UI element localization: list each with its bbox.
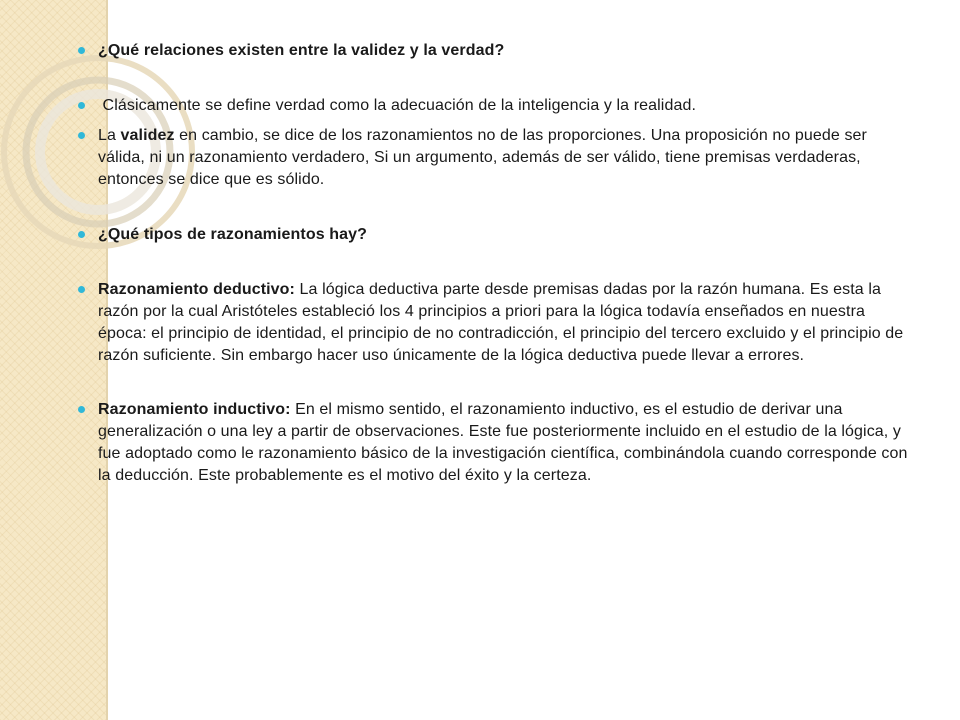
list-item (78, 224, 908, 246)
list-item (78, 95, 908, 117)
paragraph-inductivo: En el mismo sentido, el razonamiento inductivo, es el estudio de derivar una generalización o una ley a partir de observaciones. Este fue posteriormente incluido en el estudio de la lógica, y fue adoptado como le razonamiento básico de la investigación científica, combinándola cuando corresponde con la deducción. Este probablemente es el motivo del éxito y la certeza. (98, 401, 908, 484)
term-validez: validez (120, 127, 175, 144)
paragraph-validez-body: en cambio, se dice de los razonamientos no de las proporciones. Una proposición no puede ser válida, ni un razonamiento verdadero, Si un argumento, además de ser válido, tiene premisas verdaderas, entonces se dice que es sólido. (98, 127, 867, 188)
question-relaciones: ¿Qué relaciones existen entre la validez y la verdad? (98, 42, 505, 59)
list-item (78, 40, 908, 62)
list-item (78, 125, 908, 191)
bullet-icon (78, 47, 85, 54)
paragraph-deductivo: La lógica deductiva parte desde premisas dadas por la razón humana. Es esta la razón por la cual Aristóteles estableció los 4 principios a priori para la lógica todavía enseñados en nuestra época: el principio de identidad, el principio de no contradicción, el principio del tercero excluido y el principio de razón suficiente. Sin embargo hacer uso únicamente de la lógica deductiva puede llevar a errores. (98, 281, 904, 364)
term-inductivo: Razonamiento inductivo: (98, 401, 291, 418)
question-tipos: ¿Qué tipos de razonamientos hay? (98, 226, 368, 243)
list-item (78, 399, 908, 487)
slide-content (78, 40, 908, 487)
bullet-icon (78, 286, 85, 293)
list-item (78, 279, 908, 367)
bullet-icon (78, 132, 85, 139)
bullet-icon (78, 231, 85, 238)
bullet-icon (78, 406, 85, 413)
paragraph-verdad: Clásicamente se define verdad como la adecuación de la inteligencia y la realidad. (98, 97, 696, 114)
paragraph-validez-lead: La (98, 127, 121, 144)
term-deductivo: Razonamiento deductivo: (98, 281, 295, 298)
bullet-icon (78, 102, 85, 109)
